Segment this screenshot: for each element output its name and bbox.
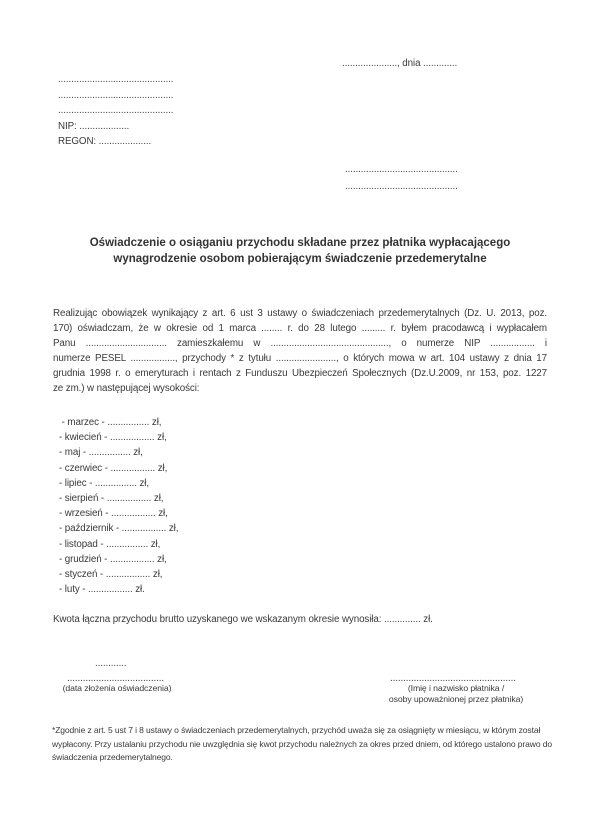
place-date-line: ....................., dnia ............. [342,58,458,69]
signature-left-line: ..................................... [67,673,165,684]
signature-right-line: ................................................ [390,673,516,684]
declaration-line: Realizując obowiązek wynikający z art. 6 ust 3 ustawy o świadczeniach przedemerytalnych (Dz. U. 2013, poz. [53,308,547,319]
payer-name-blank-line: ............................................ [58,74,174,85]
declaration-line: numerze PESEL ................., przychody * z tytułu ......................., o których mowa w art. 104 ustawy z dnia 17 [53,353,547,365]
declaration-paragraph [53,306,547,397]
month-income-line-grudzien: - grudzień - ................. zł, [59,553,167,565]
signature-right-caption [385,683,527,705]
payer-address-blank-line: ............................................ [58,89,174,101]
footnote [52,724,552,765]
declaration-line: 170) oświadczam, że w okresie od 1 marca ........ r. do 28 lutego ......... r. byłem pracodawcą i wypłacałem [53,323,547,335]
month-income-line-wrzesien: - wrzesień - ................. zł, [59,508,168,520]
month-income-line-pazdziernik: - październik - ................. zł, [59,523,179,535]
month-income-line-lipiec: - lipiec - ................ zł, [59,477,149,489]
document-title [0,236,600,268]
month-income-line-styczen: - styczeń - ................. zł, [59,569,163,581]
footnote-line: świadczenia przedemerytalnego. [52,752,173,763]
payer-identification-block [58,72,173,150]
month-income-line-sierpien: - sierpień - ................. zł, [59,493,164,505]
signature-date-blank: ............ [95,658,127,669]
total-income-line: Kwota łączna przychodu brutto uzyskanego we wskazanym okresie wynosiła: .............. zł. [53,614,433,625]
month-income-line-luty: - luty - ................. zł. [59,584,145,596]
signature-right-caption-line2: osoby upoważnionej przez płatnika) [388,694,524,704]
declaration-line: ze zm.) w następującej wysokości: [53,383,200,395]
month-income-line-maj: - maj - ................ zł, [59,447,143,459]
footnote-line: wypłacony. Przy ustalaniu przychodu nie uwzględnia się kwot przychodu należnych za okres przed dniem, od którego ustalono prawo do [52,738,552,749]
nip-line: NIP: ................... [58,120,130,132]
addressee-block [345,161,458,195]
addressee-blank-line: ........................................... [345,164,458,175]
declaration-line: Panu ............................... zamieszkałemu w ............................................., o numerze NIP ................. i [53,338,547,350]
monthly-income-list [59,415,178,597]
month-income-line-czerwiec: - czerwiec - ................. zł, [59,462,168,474]
regon-line: REGON: .................... [58,136,152,148]
month-income-line-marzec: - marzec - ................ zł, [59,417,162,428]
payer-address-blank-line: ............................................ [58,105,174,117]
document-title-line1: Oświadczenie o osiąganiu przychodu składane przez płatnika wypłacającego [89,237,511,249]
document-title-line2: wynagrodzenie osobom pobierającym świadczenie przedemerytalne [113,252,487,265]
signature-right-caption-line1: (Imię i nazwisko płatnika / [407,683,505,693]
month-income-line-kwiecien: - kwiecień - ................. zł, [59,432,167,444]
footnote-line: *Zgodnie z art. 5 ust 7 i 8 ustawy o świadczeniach przedemerytalnych, przychód uważa się za osiągnięty w miesiącu, w którym został [52,725,541,735]
signature-left-caption: (data złożenia oświadczenia) [62,683,172,693]
month-income-line-listopad: - listopad - ................ zł, [59,538,161,550]
declaration-line: grudnia 1998 r. o emeryturach i rentach z Funduszu Ubezpieczeń Społecznych (Dz.U.2009, nr 153, poz. 1227 [53,368,547,380]
addressee-blank-line: ........................................... [345,181,458,192]
